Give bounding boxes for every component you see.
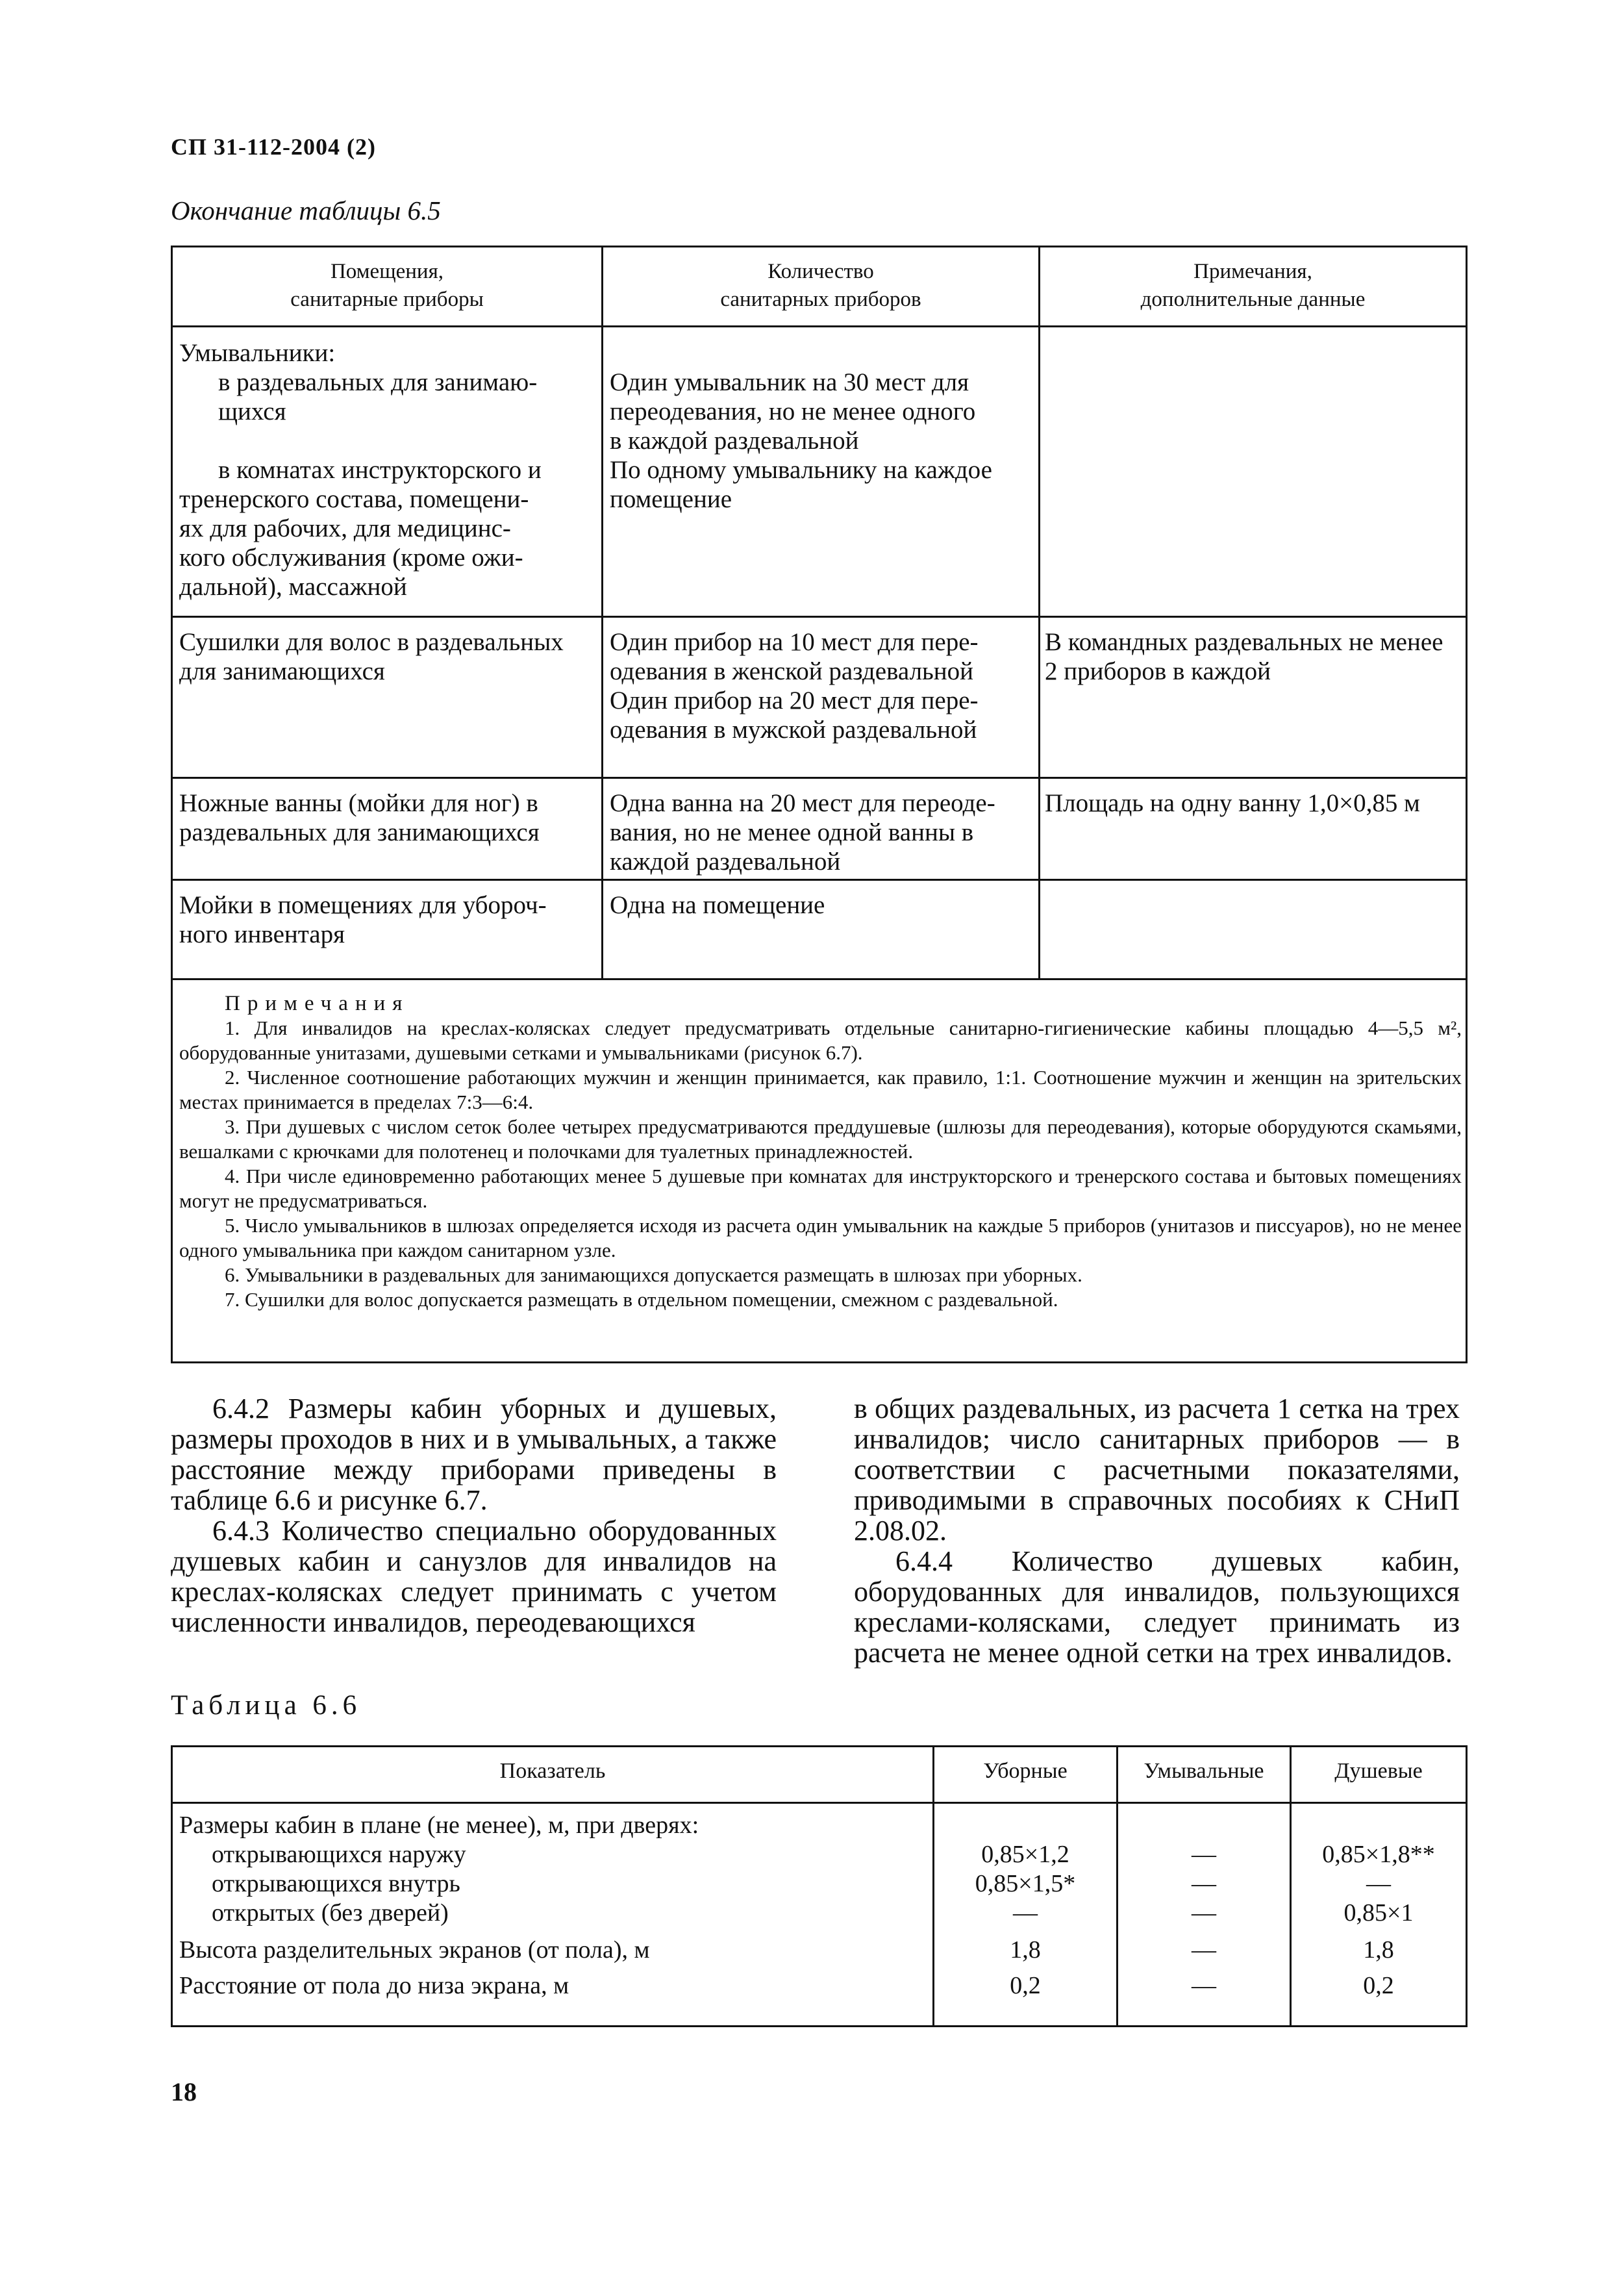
row-washbasins-quantity: Один умывальник на 30 мест для переодевания, но не менее одного в каждой раздевальной По одному умывальнику на каждое помещение <box>610 368 992 513</box>
cell-value: — <box>1192 1972 1216 1999</box>
column-divider <box>601 247 603 980</box>
row-hairdryers-premises: Сушилки для волос в раздевальных для занимающихся <box>179 628 564 685</box>
cell-value: — <box>1013 1899 1038 1927</box>
table-6-6-caption: Таблица 6.6 <box>171 1690 362 1721</box>
header-quantity: Количество санитарных приборов <box>720 260 921 311</box>
note-item: 7. Сушилки для волос допускается размещать в отдельном помещении, смежном с раздевальной. <box>225 1288 1058 1311</box>
row-divider <box>173 325 1466 327</box>
cell-value: 0,85×1,8** <box>1322 1841 1435 1868</box>
header-remarks: Примечания, дополнительные данные <box>1140 260 1366 311</box>
row-divider <box>173 777 1466 779</box>
page-number: 18 <box>171 2077 197 2106</box>
paragraph-continuation: в общих раздевальных, из расчета 1 сетка на трех инвалидов; число санитарных приборов — в соответствии с расчетными показателями, приводимыми в справочных пособиях к СНиП 2.08.02. <box>854 1393 1460 1547</box>
cell-value: — <box>1192 1870 1216 1897</box>
cell-value: 1,8 <box>1010 1936 1041 1964</box>
text-column-left <box>171 1393 777 1637</box>
cell-value: 0,2 <box>1010 1972 1041 1999</box>
cell-value: 0,85×1 <box>1343 1899 1414 1927</box>
note-item: 4. При числе единовременно работающих менее 5 душевые при комнатах для инструкторского и тренерского состава и бытовых помещениях могут не предусматриваться. <box>179 1165 1462 1212</box>
paragraph-6-4-3: 6.4.3 Количество специально оборудованных душевых кабин и санузлов для инвалидов на креслах-колясках следует принимать с учетом численности инвалидов, переодевающихся <box>171 1515 777 1638</box>
row-label: открывающихся внутрь <box>212 1870 460 1897</box>
cell-value: — <box>1192 1841 1216 1868</box>
notes-title: Примечания <box>225 992 410 1015</box>
cell-value: — <box>1192 1936 1216 1964</box>
paragraph-6-4-2: 6.4.2 Размеры кабин уборных и душевых, размеры проходов в них и в умывальных, а также расстояние между приборами приведены в таблице 6.6 и рисунке 6.7. <box>171 1393 777 1516</box>
header-premises: Помещения, санитарные приборы <box>290 260 484 311</box>
cell-value: — <box>1366 1870 1391 1897</box>
table-6-6 <box>171 1745 1468 2027</box>
note-item: 5. Число умывальников в шлюзах определяется исходя из расчета один умывальник на каждые 5 приборов (унитазов и писсуаров), но не менее одного умывальника при каждом санитарном узле. <box>179 1214 1462 1261</box>
row-label: Высота разделительных экранов (от пола), м <box>179 1936 650 1964</box>
row-footbaths-quantity: Одна ванна на 20 мест для переоде- вания, но не менее одной ванны в каждой раздевальной <box>610 789 995 876</box>
note-item: 3. При душевых с числом сеток более четырех предусматриваются преддушевые (шлюзы для переодевания), которые оборудуются скамьями, вешалками с крючками для полотенец и полочками для туалетных принадлежностей. <box>179 1115 1462 1163</box>
row-sinks-quantity: Одна на помещение <box>610 891 825 919</box>
note-item: 2. Численное соотношение работающих мужчин и женщин принимается, как правило, 1:1. Соотношение мужчин и женщин на зрительских местах принимается в пределах 7:3—6:4. <box>179 1066 1462 1113</box>
column-divider <box>1038 247 1040 980</box>
row-sinks-premises: Мойки в помещениях для убороч- ного инвентаря <box>179 891 547 948</box>
text-column-right <box>854 1393 1460 1668</box>
row-label: открывающихся наружу <box>212 1841 466 1868</box>
table-caption: Окончание таблицы 6.5 <box>171 196 441 225</box>
row-hairdryers-remarks: В командных раздевальных не менее 2 приборов в каждой <box>1045 628 1443 685</box>
row-label: Расстояние от пола до низа экрана, м <box>179 1972 569 1999</box>
cell-value: 1,8 <box>1363 1936 1394 1964</box>
row-washbasins-premises: Умывальники: в раздевальных для занимаю- щихся в комнатах инструкторского и тренерского состава, помещени- ях для рабочих, для медицинс- кого обслуживания (кроме ожи- дальной), массажной <box>179 339 542 601</box>
row-hairdryers-quantity: Один прибор на 10 мест для пере- одевания в женской раздевальной Один прибор на 20 мест для пере- одевания в мужской раздевальной <box>610 628 979 744</box>
row-divider <box>173 978 1466 980</box>
cell-value: 0,85×1,2 <box>981 1841 1069 1868</box>
cell-value: — <box>1192 1899 1216 1927</box>
row-footbaths-premises: Ножные ванны (мойки для ног) в раздевальных для занимающихся <box>179 789 540 846</box>
cell-value: 0,85×1,5* <box>975 1870 1076 1897</box>
header-toilets: Уборные <box>983 1759 1068 1783</box>
row-divider <box>173 616 1466 618</box>
table-6-5 <box>171 246 1468 1363</box>
header-washrooms: Умывальные <box>1143 1759 1264 1783</box>
note-item: 6. Умывальники в раздевальных для занимающихся допускается размещать в шлюзах при уборных. <box>225 1263 1082 1286</box>
header-indicator: Показатель <box>499 1759 606 1783</box>
header-showers: Душевые <box>1334 1759 1423 1783</box>
document-code: СП 31-112-2004 (2) <box>171 134 376 160</box>
paragraph-6-4-4: 6.4.4 Количество душевых кабин, оборудованных для инвалидов, пользующихся креслами-колясками, следует принимать из расчета не менее одной сетки на трех инвалидов. <box>854 1545 1460 1669</box>
note-item: 1. Для инвалидов на креслах-колясках следует предусматривать отдельные санитарно-гигиенические кабины площадью 4—5,5 м², оборудованные унитазами, душевыми сетками и умывальниками (рисунок 6.7). <box>179 1017 1462 1064</box>
row-divider <box>173 879 1466 881</box>
row-label: Размеры кабин в плане (не менее), м, при дверях: <box>179 1812 699 1839</box>
row-footbaths-remarks: Площадь на одну ванну 1,0×0,85 м <box>1045 789 1420 817</box>
cell-value: 0,2 <box>1363 1972 1394 1999</box>
row-divider <box>173 1802 1466 1804</box>
table-notes <box>179 991 1462 1312</box>
row-label: открытых (без дверей) <box>212 1899 449 1927</box>
